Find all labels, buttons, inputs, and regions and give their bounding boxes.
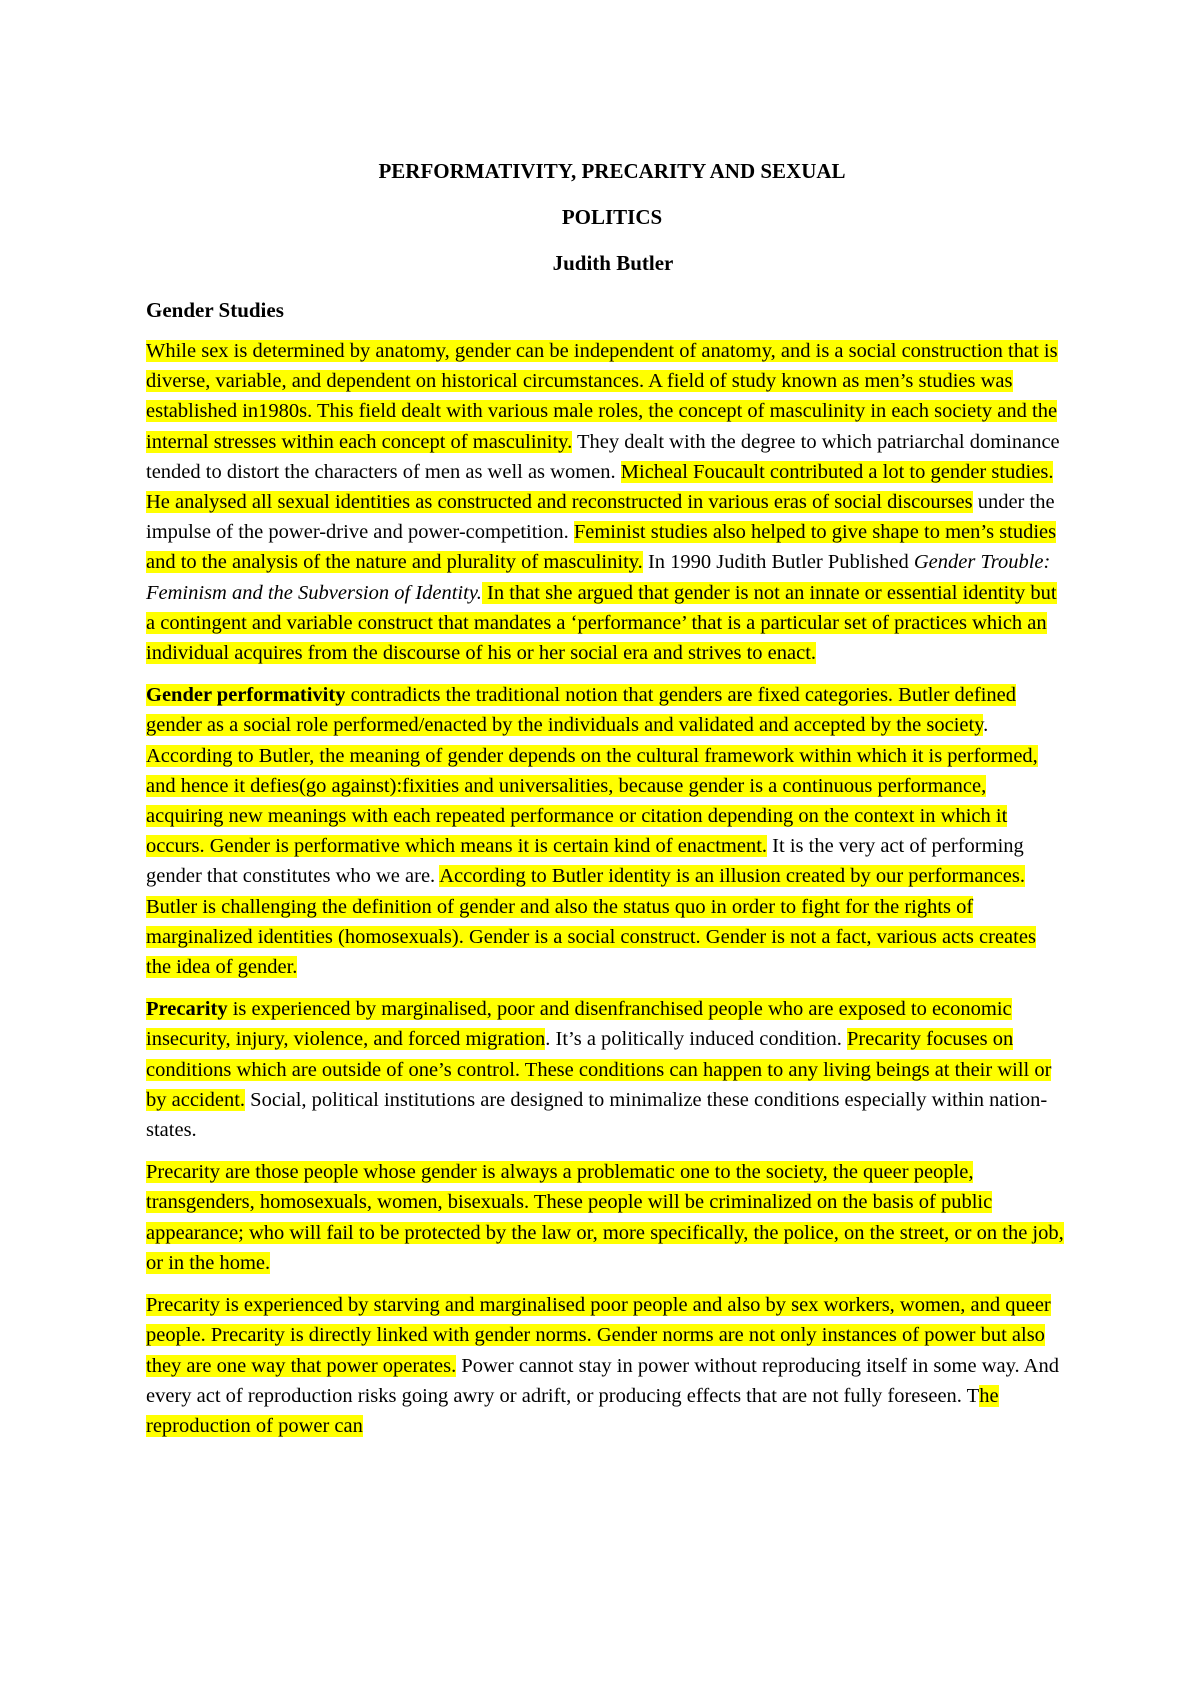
plain-text: It is the very act of performing gender that constitutes who we are. [146,835,1024,888]
paragraph-gender-performativity [146,680,1066,982]
highlighted-text: While sex is determined by anatomy, gender can be independent of anatomy, and is a social construction that is diverse, variable, and dependent on historical circumstances. A field of study known as men’s studies was established in1980s. This field dealt with various male roles, the concept of masculinity in each society and the internal stresses within each concept of masculinity. [146,340,1058,453]
highlighted-text: Precarity is experienced by starving and marginalised poor people and also by sex workers, women, and queer people. Precarity is directly linked with gender norms. Gender norms are not only instances of power but also they are one way that power operates. [146,1294,1051,1377]
section-heading: Gender Studies [146,298,284,322]
plain-text: Social, political institutions are designed to minimalize these conditions especially within nation-states. [146,1088,1048,1142]
highlighted-text: According to Butler identity is an illusion created by our performances. [439,865,1025,888]
paragraph-precarity [146,994,1066,1145]
plain-text: under the impulse of the power-drive and power-competition. [146,491,1055,544]
paragraph-gender-studies [146,336,1066,668]
plain-text: . It’s a politically induced condition. [545,1028,847,1051]
paragraph-precarity-norms [146,1290,1066,1441]
highlighted-text: Micheal Foucault contributed a lot to gender studies. He analysed all sexual identities as constructed and reconstructed in various eras of social discourses [146,460,1054,514]
highlighted-text: Feminist studies also helped to give shape to men’s studies and to the analysis of the nature and plurality of masculinity. [146,521,1057,574]
highlighted-text: he reproduction of power can [146,1384,999,1437]
plain-text: In 1990 Judith Butler Published [642,551,914,574]
highlighted-text: According to Butler, the meaning of gender depends on the cultural framework within which it is performed, and hence it defies(go against):fixities and universalities, because gender is a continuous performance, acquiring new meanings with each repeated performance or citation depending on the context in which it occurs. Gender is performative which means it is certain kind of enactment. [146,744,1038,858]
highlighted-text: Precarity focuses on conditions which are outside of one’s control. These conditions can happen to any living beings at their will or by accident. [146,1028,1052,1111]
highlighted-text: Butler is challenging the definition of gender and also the status quo in order to fight for the rights of marginalized identities (homosexuals). Gender is a social construct. Gender is not a fact, various acts creates the idea of gender. [146,895,1036,979]
highlighted-text: In that she argued that gender is not an innate or essential identity but a contingent and variable construct that mandates a ‘performance’ that is a particular set of practices which an individual acquires from the discourse of his or her social era and strives to enact. [146,581,1057,665]
term-gender-performativity: Gender performativity [146,684,346,707]
plain-text: Power cannot stay in power without reproducing itself in some way. And every act of reproduction risks going awry or adrift, or producing effects that are not fully foreseen. T [146,1354,1059,1407]
paragraph-precarity-people [146,1157,1066,1278]
highlighted-text: Precarity are those people whose gender is always a problematic one to the society, the queer people, transgenders, homosexuals, women, bisexuals. [146,1161,974,1214]
plain-text: . [983,714,989,737]
term-precarity: Precarity [146,998,228,1021]
document-title-line2: POLITICS [561,205,663,229]
highlighted-text: contradicts the traditional notion that genders are fixed categories. Butler defined gender as a social role performed/enacted by the individuals and validated and accepted by the society [146,684,1017,737]
book-title: Gender Trouble: Feminism and the Subversion of Identity. [146,551,1051,604]
highlighted-text: is experienced by marginalised, poor and disenfranchised people who are exposed to economic insecurity, injury, violence, and forced migration [146,998,1012,1051]
highlighted-text: These people will be criminalized on the basis of public appearance; who will fail to be protected by the law or, more specifically, the police, on the street, or on the job, or in the home. [146,1191,1064,1274]
document-title-line1: PERFORMATIVITY, PRECARITY AND SEXUAL [378,159,846,183]
document-author: Judith Butler [552,251,674,275]
plain-text: They dealt with the degree to which patriarchal dominance tended to distort the characters of men as well as women. [146,430,1060,483]
